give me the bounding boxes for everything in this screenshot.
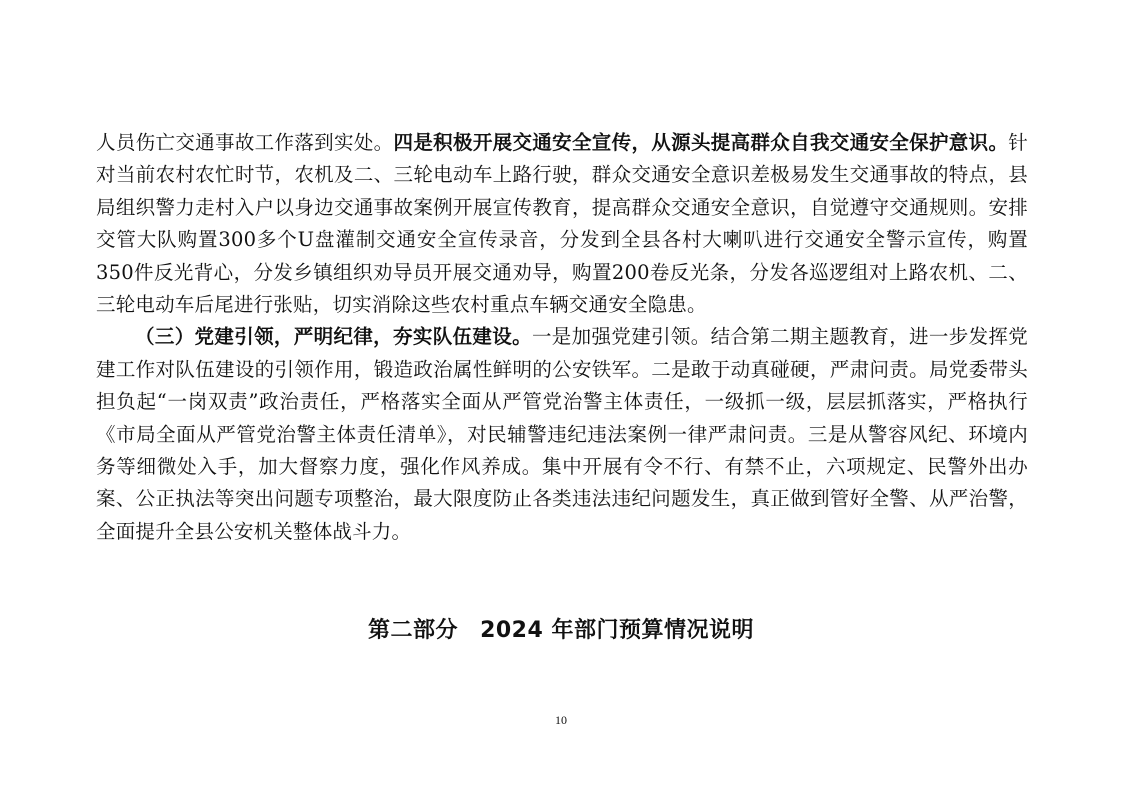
paragraph-body-text: 一是加强党建引领。结合第二期主题教育，进一步发挥党建工作对队伍建设的引领作用，锻造政治属性鲜明的公安铁军。二是敢于动真碰硬，严肃问责。局党委带头担负起“一岗双责”政治责任，严格落实全面从严管党治警主体责任，一级抓一级，层层抓落实，严格执行《市局全面从严管党治警主体责任清单》，对民辅警违纪违法案例一律严肃问责。三是从警容风纪、环境内务等细微处入手，加大督察力度，强化作风养成。集中开展有令不行、有禁不止，六项规定、民警外出办案、公正执法等突出问题专项整治，最大限度防止各类违法违纪问题发生，真正做到管好全警、从严治警，全面提升全县公安机关整体战斗力。 — [96, 325, 1028, 543]
section-title: 2024 年部门预算情况说明 — [480, 618, 754, 643]
section-part-label: 第二部分 — [368, 618, 459, 643]
section-heading — [0, 613, 1122, 644]
paragraph-traffic-safety — [96, 127, 1028, 321]
body-text — [96, 127, 1028, 548]
page-number: 10 — [555, 713, 567, 727]
paragraph-party-building — [96, 321, 1028, 548]
paragraph-lead-text: 人员伤亡交通事故工作落到实处。 — [96, 131, 394, 154]
paragraph-body-text: 针对当前农村农忙时节，农机及二、三轮电动车上路行驶，群众交通安全意识差极易发生交通事故的特点，县局组织警力走村入户以身边交通事故案例开展宣传教育，提高群众交通安全意识，自觉遵守交通规则。安排交管大队购置300多个U盘灌制交通安全宣传录音，分发到全县各村大喇叭进行交通安全警示宣传，购置350件反光背心，分发乡镇组织劝导员开展交通劝导，购置200卷反光条，分发各巡逻组对上路农机、二、三轮电动车后尾进行张贴，切实消除这些农村重点车辆交通安全隐患。 — [96, 131, 1028, 317]
paragraph-bold-heading: （三）党建引领，严明纪律，夯实队伍建设。 — [135, 325, 532, 349]
paragraph-bold-heading: 四是积极开展交通安全宣传，从源头提高群众自我交通安全保护意识。 — [393, 131, 1009, 154]
